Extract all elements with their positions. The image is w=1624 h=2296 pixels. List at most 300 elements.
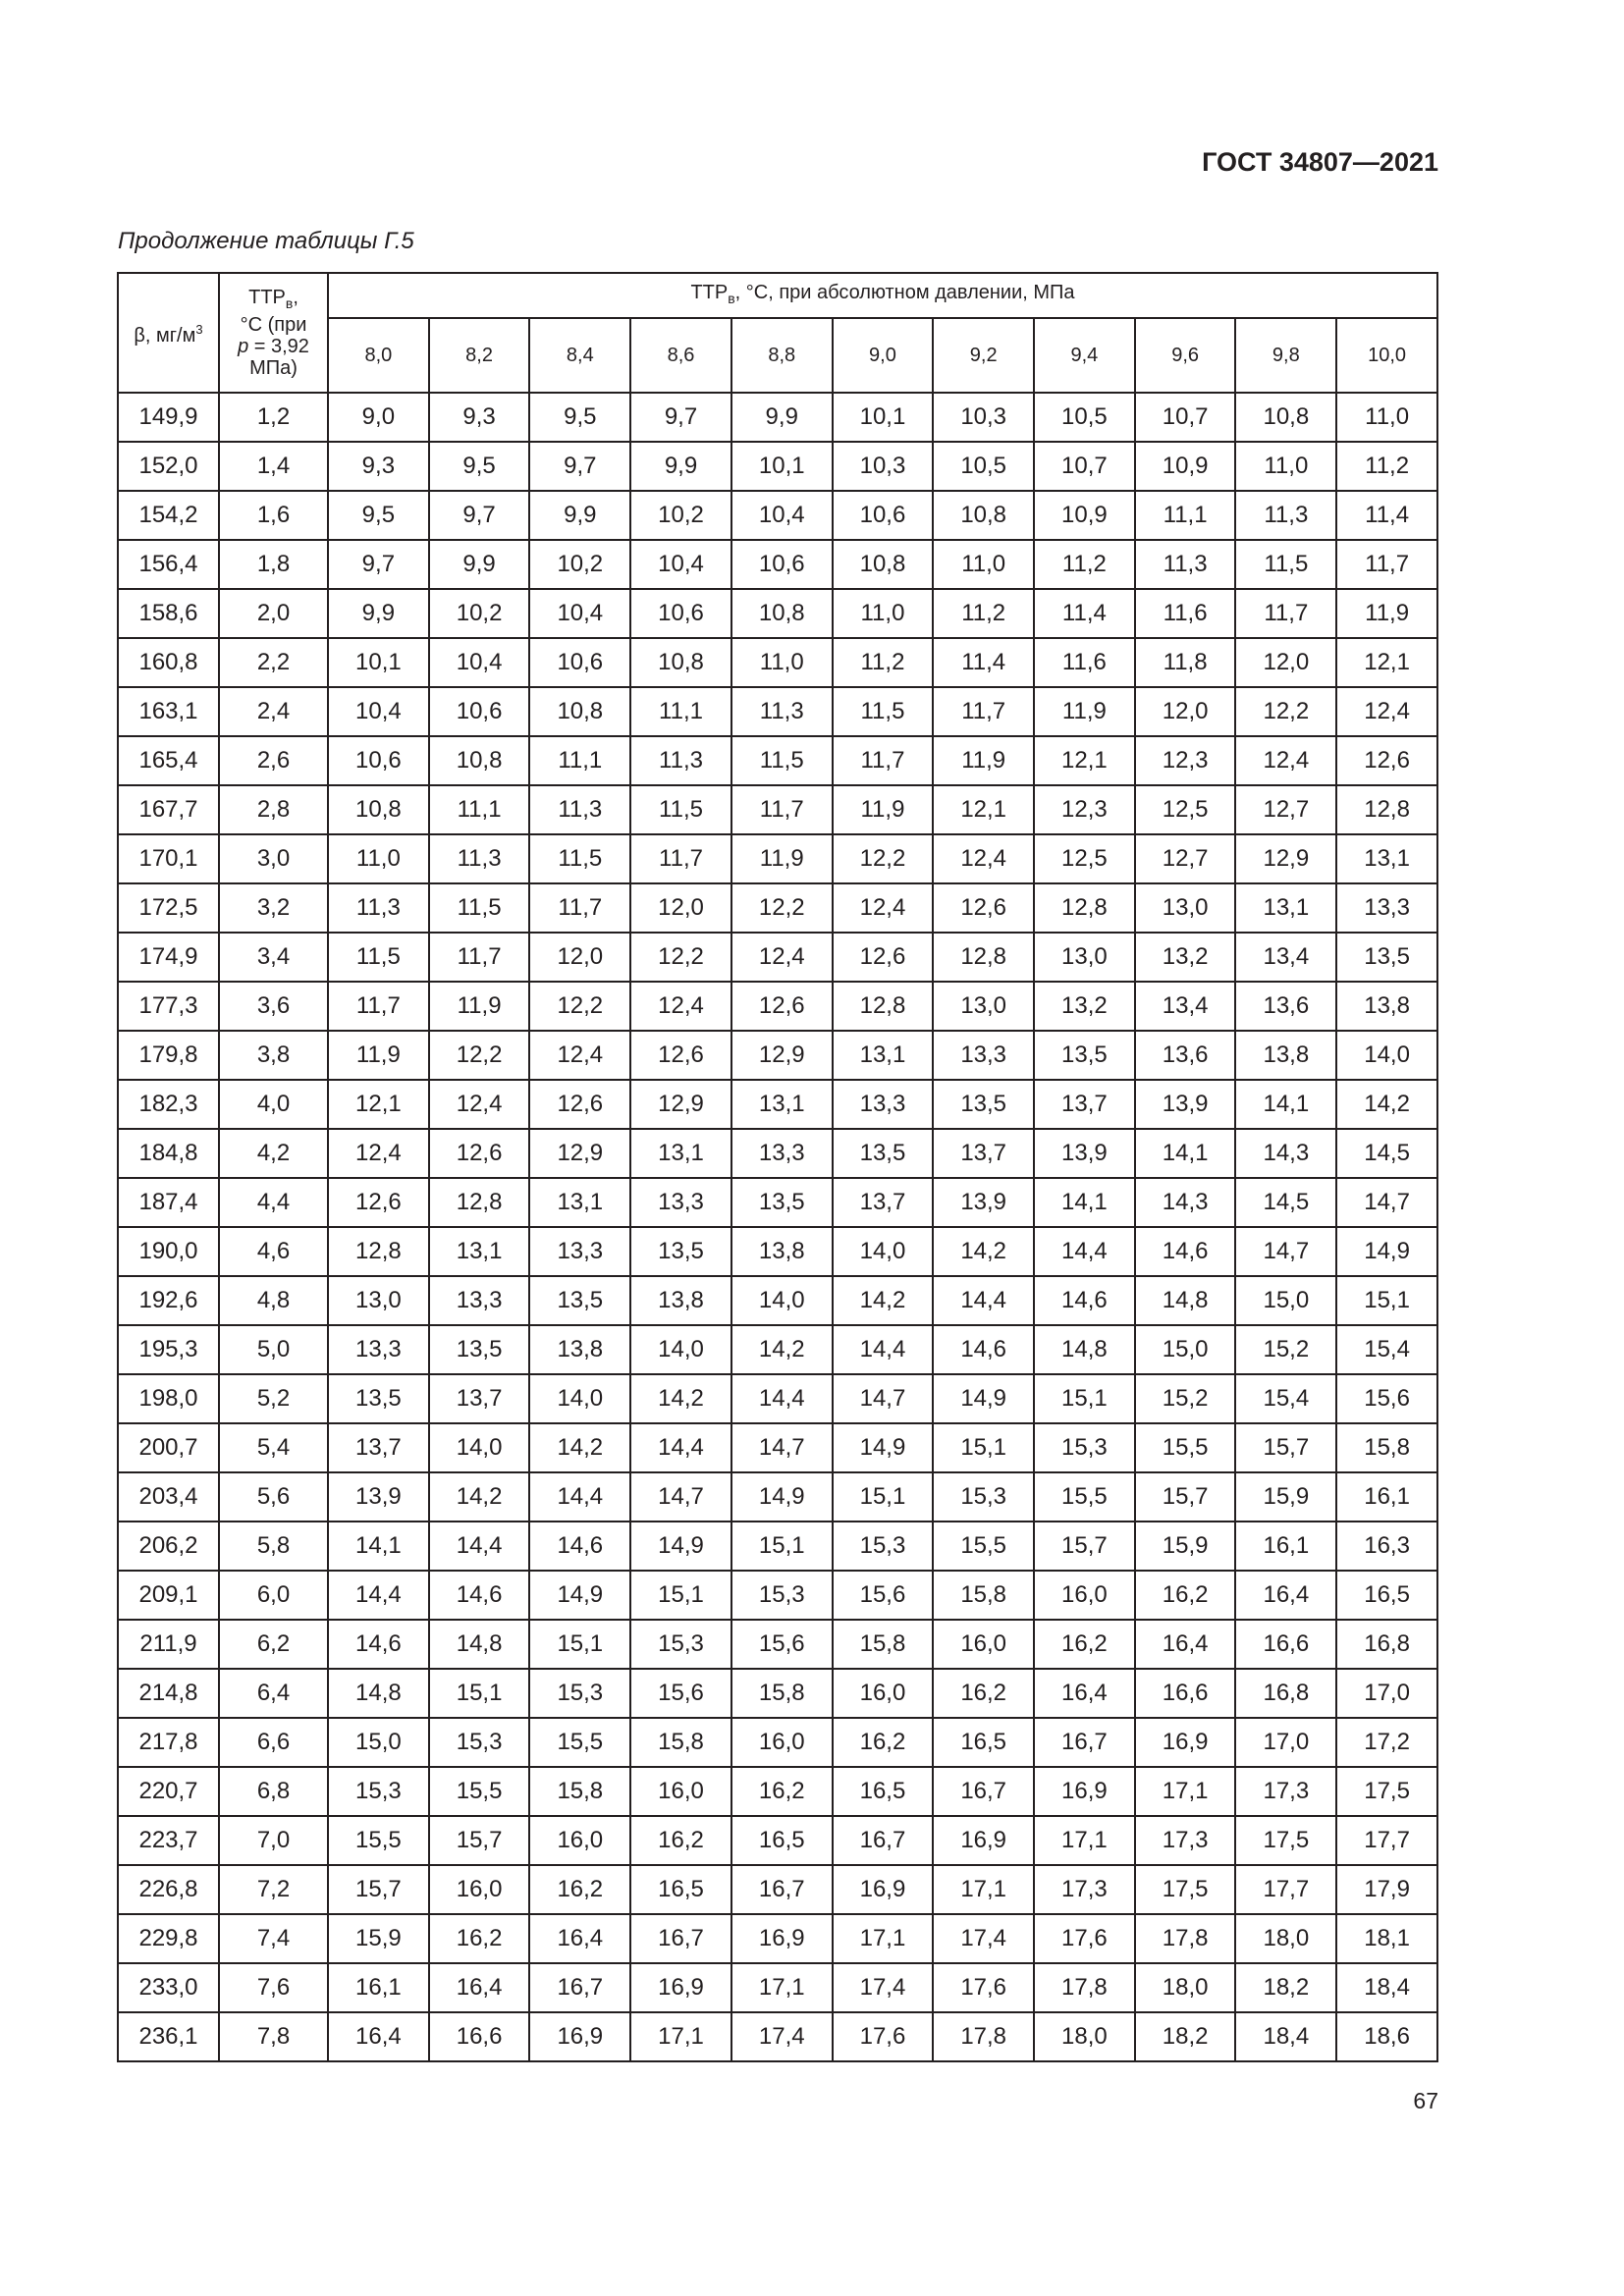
cell-value: 12,6: [630, 1031, 731, 1080]
cell-value: 13,3: [630, 1178, 731, 1227]
table-row: [118, 638, 1437, 687]
cell-value: 15,5: [933, 1522, 1034, 1571]
cell-value: 15,8: [529, 1767, 630, 1816]
cell-value: 16,3: [1336, 1522, 1437, 1571]
cell-value: 17,4: [933, 1914, 1034, 1963]
cell-beta: 163,1: [118, 687, 219, 736]
cell-value: 13,7: [328, 1423, 429, 1472]
cell-value: 13,0: [1135, 883, 1236, 933]
header-pressure-cell: 8,0: [328, 318, 429, 393]
cell-value: 9,7: [529, 442, 630, 491]
cell-value: 15,1: [529, 1620, 630, 1669]
cell-value: 14,0: [529, 1374, 630, 1423]
cell-ttr: 6,8: [219, 1767, 328, 1816]
group-sub: в: [728, 291, 735, 306]
table-row: [118, 736, 1437, 785]
cell-value: 17,4: [731, 2012, 833, 2061]
cell-value: 15,4: [1235, 1374, 1336, 1423]
cell-value: 15,8: [630, 1718, 731, 1767]
cell-value: 11,7: [429, 933, 530, 982]
header-beta-label: β, мг/м: [134, 325, 196, 347]
cell-value: 12,5: [1034, 834, 1135, 883]
cell-value: 16,5: [731, 1816, 833, 1865]
cell-value: 12,2: [1235, 687, 1336, 736]
cell-value: 14,4: [731, 1374, 833, 1423]
cell-value: 16,1: [328, 1963, 429, 2012]
cell-value: 11,2: [1336, 442, 1437, 491]
header-pressure-cell: 8,8: [731, 318, 833, 393]
cell-value: 13,8: [1235, 1031, 1336, 1080]
cell-value: 12,0: [529, 933, 630, 982]
cell-value: 11,7: [1336, 540, 1437, 589]
table-row: [118, 1718, 1437, 1767]
table-row: [118, 785, 1437, 834]
cell-beta: 170,1: [118, 834, 219, 883]
cell-beta: 154,2: [118, 491, 219, 540]
cell-value: 14,3: [1135, 1178, 1236, 1227]
cell-value: 15,7: [328, 1865, 429, 1914]
cell-beta: 223,7: [118, 1816, 219, 1865]
cell-value: 17,1: [630, 2012, 731, 2061]
header-pressure-cell: 9,0: [833, 318, 934, 393]
cell-value: 15,7: [429, 1816, 530, 1865]
cell-ttr: 3,6: [219, 982, 328, 1031]
cell-value: 16,5: [1336, 1571, 1437, 1620]
cell-value: 13,7: [1034, 1080, 1135, 1129]
cell-value: 15,2: [1235, 1325, 1336, 1374]
cell-value: 11,9: [731, 834, 833, 883]
table-row: [118, 393, 1437, 442]
cell-value: 10,8: [630, 638, 731, 687]
cell-value: 13,5: [833, 1129, 934, 1178]
table-row: [118, 933, 1437, 982]
cell-value: 14,6: [933, 1325, 1034, 1374]
cell-value: 11,7: [529, 883, 630, 933]
cell-ttr: 5,4: [219, 1423, 328, 1472]
cell-value: 15,1: [731, 1522, 833, 1571]
cell-value: 14,2: [833, 1276, 934, 1325]
cell-ttr: 4,0: [219, 1080, 328, 1129]
cell-value: 12,4: [429, 1080, 530, 1129]
cell-value: 14,7: [731, 1423, 833, 1472]
cell-value: 14,2: [731, 1325, 833, 1374]
cell-value: 16,7: [630, 1914, 731, 1963]
cell-value: 9,5: [529, 393, 630, 442]
table-row: [118, 1423, 1437, 1472]
cell-value: 13,1: [630, 1129, 731, 1178]
cell-value: 16,6: [1235, 1620, 1336, 1669]
cell-value: 13,3: [328, 1325, 429, 1374]
cell-value: 14,9: [1336, 1227, 1437, 1276]
cell-value: 15,3: [1034, 1423, 1135, 1472]
cell-value: 10,6: [328, 736, 429, 785]
cell-value: 12,9: [1235, 834, 1336, 883]
cell-value: 15,9: [1135, 1522, 1236, 1571]
header-pressure-cell: 8,4: [529, 318, 630, 393]
cell-value: 15,1: [933, 1423, 1034, 1472]
cell-ttr: 6,4: [219, 1669, 328, 1718]
cell-beta: 179,8: [118, 1031, 219, 1080]
cell-value: 14,9: [933, 1374, 1034, 1423]
cell-value: 17,8: [1034, 1963, 1135, 2012]
cell-value: 11,1: [1135, 491, 1236, 540]
cell-value: 11,0: [1336, 393, 1437, 442]
cell-value: 18,4: [1336, 1963, 1437, 2012]
cell-value: 13,6: [1235, 982, 1336, 1031]
cell-value: 14,6: [1034, 1276, 1135, 1325]
cell-value: 12,1: [933, 785, 1034, 834]
header-pressure-cell: 9,6: [1135, 318, 1236, 393]
cell-ttr: 7,0: [219, 1816, 328, 1865]
cell-beta: 187,4: [118, 1178, 219, 1227]
cell-value: 15,3: [529, 1669, 630, 1718]
cell-value: 12,6: [328, 1178, 429, 1227]
cell-ttr: 2,4: [219, 687, 328, 736]
cell-value: 11,5: [731, 736, 833, 785]
cell-value: 14,7: [630, 1472, 731, 1522]
table-caption: Продолжение таблицы Г.5: [118, 228, 414, 254]
header-ttr-tail: ,: [293, 287, 298, 308]
cell-value: 15,5: [1135, 1423, 1236, 1472]
cell-value: 12,2: [529, 982, 630, 1031]
cell-value: 14,4: [429, 1522, 530, 1571]
cell-value: 15,2: [1135, 1374, 1236, 1423]
cell-value: 11,1: [529, 736, 630, 785]
cell-value: 18,2: [1135, 2012, 1236, 2061]
cell-value: 12,2: [833, 834, 934, 883]
cell-value: 16,9: [630, 1963, 731, 2012]
cell-value: 11,3: [529, 785, 630, 834]
header-pressure-cell: 9,4: [1034, 318, 1135, 393]
group-main: ТТР: [690, 282, 729, 303]
cell-ttr: 3,4: [219, 933, 328, 982]
cell-value: 9,9: [529, 491, 630, 540]
cell-value: 13,3: [429, 1276, 530, 1325]
cell-ttr: 5,6: [219, 1472, 328, 1522]
cell-value: 10,1: [731, 442, 833, 491]
header-pressure-cell: 10,0: [1336, 318, 1437, 393]
cell-value: 12,8: [1336, 785, 1437, 834]
cell-value: 15,8: [1336, 1423, 1437, 1472]
cell-beta: 192,6: [118, 1276, 219, 1325]
cell-value: 17,0: [1336, 1669, 1437, 1718]
cell-value: 9,3: [429, 393, 530, 442]
cell-value: 11,7: [1235, 589, 1336, 638]
table-row: [118, 2012, 1437, 2061]
cell-value: 14,6: [529, 1522, 630, 1571]
cell-value: 10,3: [933, 393, 1034, 442]
cell-value: 16,6: [429, 2012, 530, 2061]
header-ttr-main: ТТР: [248, 287, 286, 308]
cell-ttr: 1,2: [219, 393, 328, 442]
cell-value: 11,0: [833, 589, 934, 638]
cell-value: 14,9: [731, 1472, 833, 1522]
cell-value: 11,7: [731, 785, 833, 834]
cell-ttr: 6,6: [219, 1718, 328, 1767]
cell-beta: 182,3: [118, 1080, 219, 1129]
cell-value: 13,3: [731, 1129, 833, 1178]
header-ttr-line3: = 3,92: [248, 336, 309, 357]
cell-value: 12,8: [833, 982, 934, 1031]
cell-value: 9,9: [731, 393, 833, 442]
cell-value: 14,1: [328, 1522, 429, 1571]
table-row: [118, 1522, 1437, 1571]
cell-value: 12,0: [1135, 687, 1236, 736]
cell-beta: 174,9: [118, 933, 219, 982]
cell-value: 9,9: [328, 589, 429, 638]
cell-value: 11,5: [429, 883, 530, 933]
header-ttr-line4: МПа): [249, 357, 298, 379]
cell-value: 13,1: [1235, 883, 1336, 933]
cell-value: 13,8: [1336, 982, 1437, 1031]
cell-value: 10,8: [731, 589, 833, 638]
cell-value: 10,4: [529, 589, 630, 638]
cell-value: 11,3: [429, 834, 530, 883]
cell-value: 13,0: [1034, 933, 1135, 982]
cell-value: 12,1: [1034, 736, 1135, 785]
cell-value: 16,7: [731, 1865, 833, 1914]
cell-value: 11,4: [1034, 589, 1135, 638]
cell-value: 11,1: [429, 785, 530, 834]
cell-value: 17,9: [1336, 1865, 1437, 1914]
cell-value: 16,4: [1034, 1669, 1135, 1718]
cell-beta: 198,0: [118, 1374, 219, 1423]
cell-beta: 149,9: [118, 393, 219, 442]
cell-value: 14,6: [429, 1571, 530, 1620]
cell-ttr: 4,4: [219, 1178, 328, 1227]
cell-value: 10,5: [933, 442, 1034, 491]
cell-value: 14,2: [1336, 1080, 1437, 1129]
cell-value: 17,7: [1235, 1865, 1336, 1914]
cell-value: 16,9: [529, 2012, 630, 2061]
cell-value: 15,1: [1034, 1374, 1135, 1423]
cell-beta: 152,0: [118, 442, 219, 491]
table-row: [118, 1374, 1437, 1423]
cell-value: 14,1: [1135, 1129, 1236, 1178]
table-row: [118, 883, 1437, 933]
cell-ttr: 2,0: [219, 589, 328, 638]
cell-ttr: 3,8: [219, 1031, 328, 1080]
cell-value: 13,4: [1135, 982, 1236, 1031]
cell-value: 11,5: [529, 834, 630, 883]
cell-value: 12,8: [328, 1227, 429, 1276]
table-row: [118, 1620, 1437, 1669]
table-row: [118, 1816, 1437, 1865]
cell-ttr: 2,8: [219, 785, 328, 834]
cell-beta: 233,0: [118, 1963, 219, 2012]
cell-value: 13,5: [933, 1080, 1034, 1129]
cell-value: 12,1: [1336, 638, 1437, 687]
cell-value: 14,6: [328, 1620, 429, 1669]
table-row: [118, 1963, 1437, 2012]
cell-value: 13,9: [1135, 1080, 1236, 1129]
cell-value: 14,9: [833, 1423, 934, 1472]
cell-beta: 190,0: [118, 1227, 219, 1276]
header-pressure-group: [328, 273, 1437, 318]
cell-value: 14,3: [1235, 1129, 1336, 1178]
cell-value: 17,3: [1034, 1865, 1135, 1914]
header-ttr-sub: в: [285, 295, 294, 311]
cell-value: 10,2: [529, 540, 630, 589]
cell-value: 16,7: [529, 1963, 630, 2012]
cell-beta: 209,1: [118, 1571, 219, 1620]
cell-value: 13,5: [328, 1374, 429, 1423]
cell-beta: 172,5: [118, 883, 219, 933]
cell-value: 13,3: [1336, 883, 1437, 933]
cell-beta: 177,3: [118, 982, 219, 1031]
cell-value: 13,3: [833, 1080, 934, 1129]
cell-value: 9,7: [429, 491, 530, 540]
cell-value: 15,4: [1336, 1325, 1437, 1374]
cell-value: 17,6: [933, 1963, 1034, 2012]
cell-beta: 195,3: [118, 1325, 219, 1374]
cell-value: 18,0: [1235, 1914, 1336, 1963]
cell-beta: 206,2: [118, 1522, 219, 1571]
table-body: [118, 393, 1437, 2061]
cell-value: 11,9: [328, 1031, 429, 1080]
cell-value: 15,1: [833, 1472, 934, 1522]
cell-value: 12,6: [1336, 736, 1437, 785]
cell-beta: 184,8: [118, 1129, 219, 1178]
cell-value: 14,0: [429, 1423, 530, 1472]
header-ttr-line2: °С (при: [240, 314, 307, 336]
cell-value: 12,4: [328, 1129, 429, 1178]
cell-value: 10,7: [1135, 393, 1236, 442]
cell-beta: 217,8: [118, 1718, 219, 1767]
cell-value: 11,6: [1135, 589, 1236, 638]
cell-value: 16,0: [933, 1620, 1034, 1669]
cell-value: 12,6: [833, 933, 934, 982]
cell-value: 13,7: [429, 1374, 530, 1423]
cell-value: 11,9: [833, 785, 934, 834]
cell-value: 10,8: [833, 540, 934, 589]
cell-value: 11,8: [1135, 638, 1236, 687]
cell-beta: 160,8: [118, 638, 219, 687]
cell-value: 13,4: [1235, 933, 1336, 982]
cell-value: 9,5: [328, 491, 429, 540]
cell-value: 14,0: [630, 1325, 731, 1374]
cell-value: 11,5: [833, 687, 934, 736]
cell-value: 16,0: [833, 1669, 934, 1718]
cell-value: 16,8: [1235, 1669, 1336, 1718]
cell-value: 13,9: [1034, 1129, 1135, 1178]
cell-value: 10,8: [933, 491, 1034, 540]
cell-value: 17,6: [1034, 1914, 1135, 1963]
table-row: [118, 1865, 1437, 1914]
cell-value: 14,0: [731, 1276, 833, 1325]
cell-value: 17,4: [833, 1963, 934, 2012]
cell-value: 15,0: [1135, 1325, 1236, 1374]
cell-value: 15,3: [933, 1472, 1034, 1522]
cell-ttr: 4,2: [219, 1129, 328, 1178]
cell-value: 11,0: [1235, 442, 1336, 491]
cell-value: 16,9: [1135, 1718, 1236, 1767]
cell-value: 12,8: [933, 933, 1034, 982]
cell-ttr: 1,8: [219, 540, 328, 589]
cell-value: 10,1: [833, 393, 934, 442]
cell-ttr: 7,2: [219, 1865, 328, 1914]
table-row: [118, 1669, 1437, 1718]
table-row: [118, 540, 1437, 589]
cell-value: 10,6: [529, 638, 630, 687]
cell-value: 15,5: [328, 1816, 429, 1865]
cell-value: 13,0: [933, 982, 1034, 1031]
cell-value: 10,2: [429, 589, 530, 638]
cell-value: 13,8: [630, 1276, 731, 1325]
cell-value: 9,3: [328, 442, 429, 491]
cell-value: 16,2: [833, 1718, 934, 1767]
cell-ttr: 7,8: [219, 2012, 328, 2061]
cell-beta: 165,4: [118, 736, 219, 785]
cell-value: 17,0: [1235, 1718, 1336, 1767]
cell-value: 15,3: [429, 1718, 530, 1767]
cell-value: 11,0: [933, 540, 1034, 589]
cell-value: 14,8: [328, 1669, 429, 1718]
table-row: [118, 1472, 1437, 1522]
cell-value: 15,1: [429, 1669, 530, 1718]
cell-value: 18,2: [1235, 1963, 1336, 2012]
cell-value: 14,4: [328, 1571, 429, 1620]
cell-value: 14,7: [1336, 1178, 1437, 1227]
cell-value: 11,3: [1135, 540, 1236, 589]
cell-value: 11,9: [429, 982, 530, 1031]
cell-value: 14,0: [833, 1227, 934, 1276]
cell-value: 12,4: [630, 982, 731, 1031]
cell-value: 12,1: [328, 1080, 429, 1129]
cell-value: 10,6: [833, 491, 934, 540]
cell-ttr: 1,6: [219, 491, 328, 540]
cell-value: 11,7: [328, 982, 429, 1031]
group-tail: , °С, при абсолютном давлении, МПа: [734, 282, 1075, 303]
cell-value: 11,4: [1336, 491, 1437, 540]
cell-value: 13,5: [630, 1227, 731, 1276]
cell-value: 14,4: [1034, 1227, 1135, 1276]
cell-value: 14,2: [429, 1472, 530, 1522]
cell-value: 16,7: [933, 1767, 1034, 1816]
header-beta: [118, 273, 219, 393]
cell-beta: 229,8: [118, 1914, 219, 1963]
cell-value: 15,9: [328, 1914, 429, 1963]
cell-value: 13,1: [529, 1178, 630, 1227]
cell-value: 17,1: [1034, 1816, 1135, 1865]
cell-value: 17,8: [1135, 1914, 1236, 1963]
cell-ttr: 3,2: [219, 883, 328, 933]
cell-value: 12,9: [731, 1031, 833, 1080]
cell-value: 9,5: [429, 442, 530, 491]
cell-value: 17,3: [1235, 1767, 1336, 1816]
cell-value: 16,4: [328, 2012, 429, 2061]
cell-value: 14,9: [529, 1571, 630, 1620]
cell-value: 15,3: [328, 1767, 429, 1816]
cell-value: 16,0: [529, 1816, 630, 1865]
cell-value: 14,4: [833, 1325, 934, 1374]
cell-value: 18,4: [1235, 2012, 1336, 2061]
cell-value: 9,0: [328, 393, 429, 442]
cell-value: 17,3: [1135, 1816, 1236, 1865]
cell-ttr: 4,8: [219, 1276, 328, 1325]
data-table: [117, 272, 1438, 2062]
table-row: [118, 1129, 1437, 1178]
cell-value: 12,5: [1135, 785, 1236, 834]
cell-value: 11,5: [1235, 540, 1336, 589]
cell-ttr: 5,8: [219, 1522, 328, 1571]
cell-value: 14,8: [429, 1620, 530, 1669]
table-row: [118, 491, 1437, 540]
cell-value: 16,6: [1135, 1669, 1236, 1718]
cell-value: 12,4: [933, 834, 1034, 883]
header-beta-sup: 3: [195, 322, 203, 337]
cell-value: 11,9: [1336, 589, 1437, 638]
